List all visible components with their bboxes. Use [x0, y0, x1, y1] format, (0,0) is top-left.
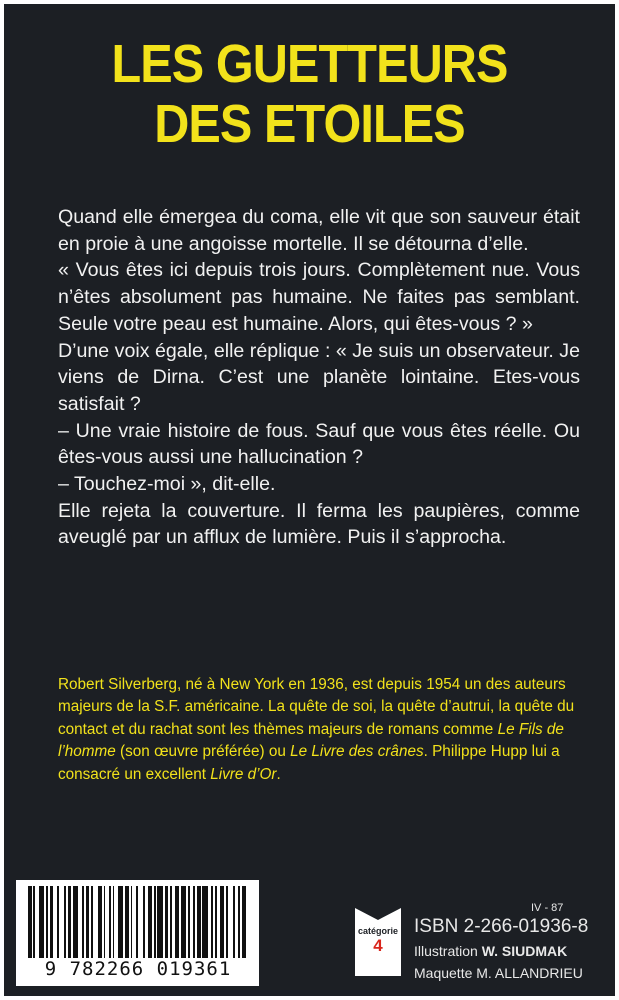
catalog-code: IV - 87 — [531, 902, 564, 914]
illustrator-name: W. SIUDMAK — [481, 943, 568, 959]
barcode-number: 9 782266 019361 — [44, 958, 232, 980]
category-label: catégorie — [357, 926, 399, 936]
blurb-text — [58, 204, 580, 551]
isbn: ISBN 2-266-01936-8 — [414, 916, 589, 937]
bio-text: (son œuvre préférée) ou — [115, 743, 291, 761]
illustration-credit — [414, 943, 567, 959]
blurb-paragraph: – Une vraie histoire de fous. Sauf que vous êtes réelle. Ou êtes-vous aussi une hallucination ? — [58, 419, 580, 469]
blurb-paragraph: Quand elle émergea du coma, elle vit que son sauveur était en proie à une angoisse mortelle. Il se détourna d’elle. — [58, 206, 580, 255]
blurb-paragraph: « Vous êtes ici depuis trois jours. Complètement nue. Vous n’êtes absolument pas humaine. Ne faites pas semblant. Seule votre peau est humaine. Alors, qui êtes-vous ? » — [58, 259, 580, 335]
blurb-paragraph: D’une voix égale, elle réplique : « Je suis un observateur. Je viens de Dirna. C’est une planète lointaine. Etes-vous satisfait ? — [58, 339, 580, 415]
title-line-2: DES ETOILES — [154, 94, 465, 154]
bio-text: . — [276, 765, 281, 783]
book-title-reference: Livre d’Or — [210, 765, 277, 783]
bio-text: . Philippe Hupp lui a consacré un excellent — [58, 743, 560, 783]
blurb-paragraph: Elle rejeta la couverture. Il ferma les paupières, comme aveuglé par un afflux de lumière. Puis il s’approcha. — [58, 499, 580, 549]
bio-text: Robert Silverberg, né à New York en 1936, est depuis 1954 un des auteurs majeurs de la S.F. américaine. La quête de soi, la quête d’autrui, la quête du contact et du rachat sont les thèmes majeurs de romans comme — [58, 676, 575, 738]
barcode — [16, 880, 259, 986]
maquette-credit: Maquette M. ALLANDRIEU — [414, 965, 583, 981]
book-back-cover — [4, 4, 615, 996]
book-title — [35, 34, 585, 154]
category-number: 4 — [373, 936, 383, 955]
category-badge — [355, 908, 401, 976]
book-title-reference: Le Livre des crânes — [290, 743, 424, 761]
author-bio-paragraph — [58, 674, 580, 786]
author-bio — [58, 674, 580, 786]
barcode-bars — [28, 886, 248, 958]
blurb-paragraph: – Touchez-moi », dit-elle. — [58, 473, 276, 496]
barcode-stripe — [246, 886, 248, 958]
title-line-1: LES GUETTEURS — [111, 34, 508, 94]
illustration-label: Illustration — [414, 943, 478, 959]
book-title-reference: Le Fils de l’homme — [58, 720, 564, 761]
